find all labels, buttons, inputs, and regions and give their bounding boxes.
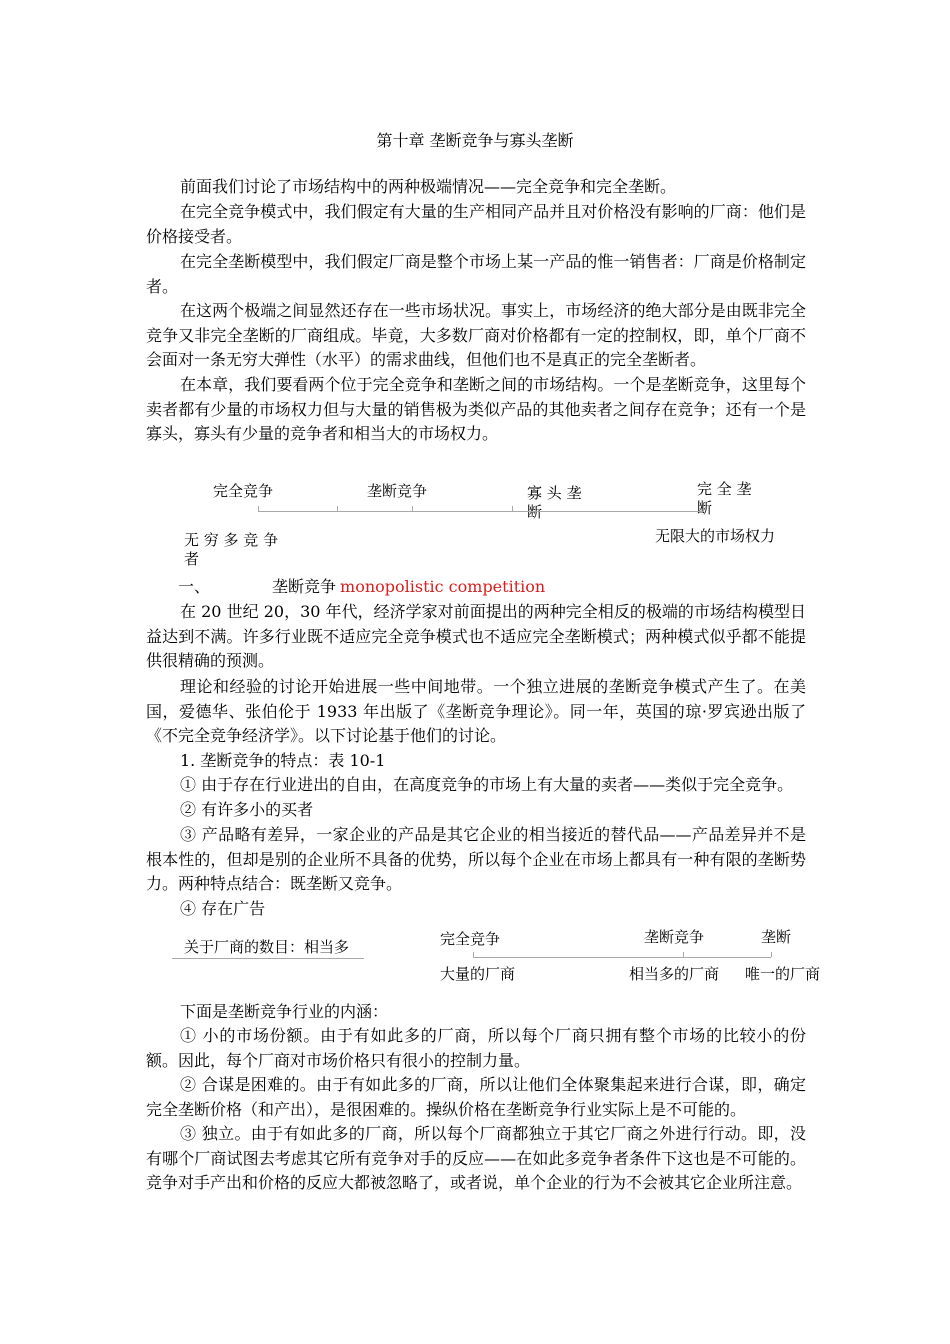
spectrum-tick xyxy=(512,506,513,511)
spectrum-label-monopolistic-competition: 垄断竞争 xyxy=(367,482,428,500)
firm-top-label-perfect-competition: 完全竞争 xyxy=(440,930,501,948)
spectrum-caption-infinite-competitors: 无 穷 多 竞 争 者 xyxy=(184,531,279,568)
firm-top-label-monopolistic-competition: 垄断竞争 xyxy=(644,928,705,946)
spectrum-label-monopoly: 完 全 垄 断 xyxy=(697,480,752,517)
meaning-item-1: ① 小的市场份额。由于有如此多的厂商，所以每个厂商只拥有整个市场的比较小的份额。因此，每个厂商对市场价格只有很小的控制力量。 xyxy=(146,1026,806,1070)
firm-count-label: 关于厂商的数目：相当多 xyxy=(184,938,350,956)
section-heading xyxy=(178,575,545,599)
firm-top-label-monopoly: 垄断 xyxy=(761,928,792,946)
features-heading: 1. 垄断竞争的特点：表 10-1 xyxy=(180,751,386,770)
meaning-item-3: ③ 独立。由于有如此多的厂商，所以每个厂商都独立于其它厂商之外进行行动。即，没有哪个厂商试图去考虑其它所有竞争对手的反应——在如此多竞争者条件下这也是不可能的。竞争对手产出和价格的反应大都被忽略了，或者说，单个企业的行为不会被其它企业所注意。 xyxy=(146,1124,806,1192)
section-number: 一、 xyxy=(178,577,211,596)
chapter-title: 第十章 垄断竞争与寡头垄断 xyxy=(376,131,574,150)
spectrum-label-perfect-competition: 完全竞争 xyxy=(213,482,274,500)
firm-bottom-label-single: 唯一的厂商 xyxy=(745,965,821,983)
meaning-item-2: ② 合谋是困难的。由于有如此多的厂商，所以让他们全体聚集起来进行合谋，即，确定完全垄断价格（和产出），是很困难的。操纵价格在垄断竞争行业实际上是不可能的。 xyxy=(146,1075,806,1119)
firm-axis-tick xyxy=(771,952,772,957)
firm-axis-tick xyxy=(473,952,474,957)
feature-item-2: ② 有许多小的买者 xyxy=(180,800,314,819)
meaning-heading: 下面是垄断竞争行业的内涵： xyxy=(180,1002,389,1021)
spectrum-tick xyxy=(337,506,338,511)
intro-paragraph-1: 前面我们讨论了市场结构中的两种极端情况——完全竞争和完全垄断。 xyxy=(180,177,677,196)
firm-bottom-label-many: 大量的厂商 xyxy=(440,965,516,983)
intro-paragraph-4: 在这两个极端之间显然还存在一些市场状况。事实上，市场经济的绝大部分是由既非完全竞争又非完全垄断的厂商组成。毕竟，大多数厂商对价格都有一定的控制权，即，单个厂商不会面对一条无穷大弹性（水平）的需求曲线，但他们也不是真正的完全垄断者。 xyxy=(146,301,806,369)
spectrum-tick xyxy=(703,506,704,511)
firm-count-label-underline xyxy=(172,958,364,959)
firm-bottom-label-quite-many: 相当多的厂商 xyxy=(629,965,720,983)
body-paragraph-2: 理论和经验的讨论开始进展一些中间地带。一个独立进展的垄断竞争模式产生了。在美国，爱德华、张伯伦于 1933 年出版了《垄断竞争理论》。同一年，英国的琼·罗宾逊出版了《不完全竞争经济学》。以下讨论基于他们的讨论。 xyxy=(146,677,806,745)
intro-paragraph-5: 在本章，我们要看两个位于完全竞争和垄断之间的市场结构。一个是垄断竞争，这里每个卖者都有少量的市场权力但与大量的销售极为类似产品的其他卖者之间存在竞争；还有一个是寡头，寡头有少量的竞争者和相当大的市场权力。 xyxy=(146,375,806,443)
feature-item-3: ③ 产品略有差异，一家企业的产品是其它企业的相当接近的替代品——产品差异并不是根本性的，但却是别的企业所不具备的优势，所以每个企业在市场上都具有一种有限的垄断势力。两种特点结合：既垄断又竞争。 xyxy=(146,825,806,893)
spectrum-axis-line xyxy=(258,511,704,512)
body-paragraph-1: 在 20 世纪 20，30 年代，经济学家对前面提出的两种完全相反的极端的市场结构模型日益达到不满。许多行业既不适应完全竞争模式也不适应完全垄断模式；两种模式似乎都不能提供很精确的预测。 xyxy=(146,602,806,670)
section-title-en: monopolistic competition xyxy=(340,577,546,596)
spectrum-tick xyxy=(258,506,259,511)
spectrum-tick xyxy=(412,506,413,511)
spectrum-label-oligopoly: 寡 头 垄 断 xyxy=(527,484,582,521)
firm-axis-line xyxy=(473,957,771,958)
section-title-cn: 垄断竞争 xyxy=(272,577,337,596)
firm-axis-tick xyxy=(683,952,684,957)
feature-item-1: ① 由于存在行业进出的自由，在高度竞争的市场上有大量的卖者——类似于完全竞争。 xyxy=(180,775,794,794)
intro-paragraph-3: 在完全垄断模型中，我们假定厂商是整个市场上某一产品的惟一销售者：厂商是价格制定者。 xyxy=(146,252,806,296)
feature-item-4: ④ 存在广告 xyxy=(180,899,266,918)
intro-paragraph-2: 在完全竞争模式中，我们假定有大量的生产相同产品并且对价格没有影响的厂商：他们是价格接受者。 xyxy=(146,202,806,246)
spectrum-caption-infinite-power: 无限大的市场权力 xyxy=(655,527,776,545)
